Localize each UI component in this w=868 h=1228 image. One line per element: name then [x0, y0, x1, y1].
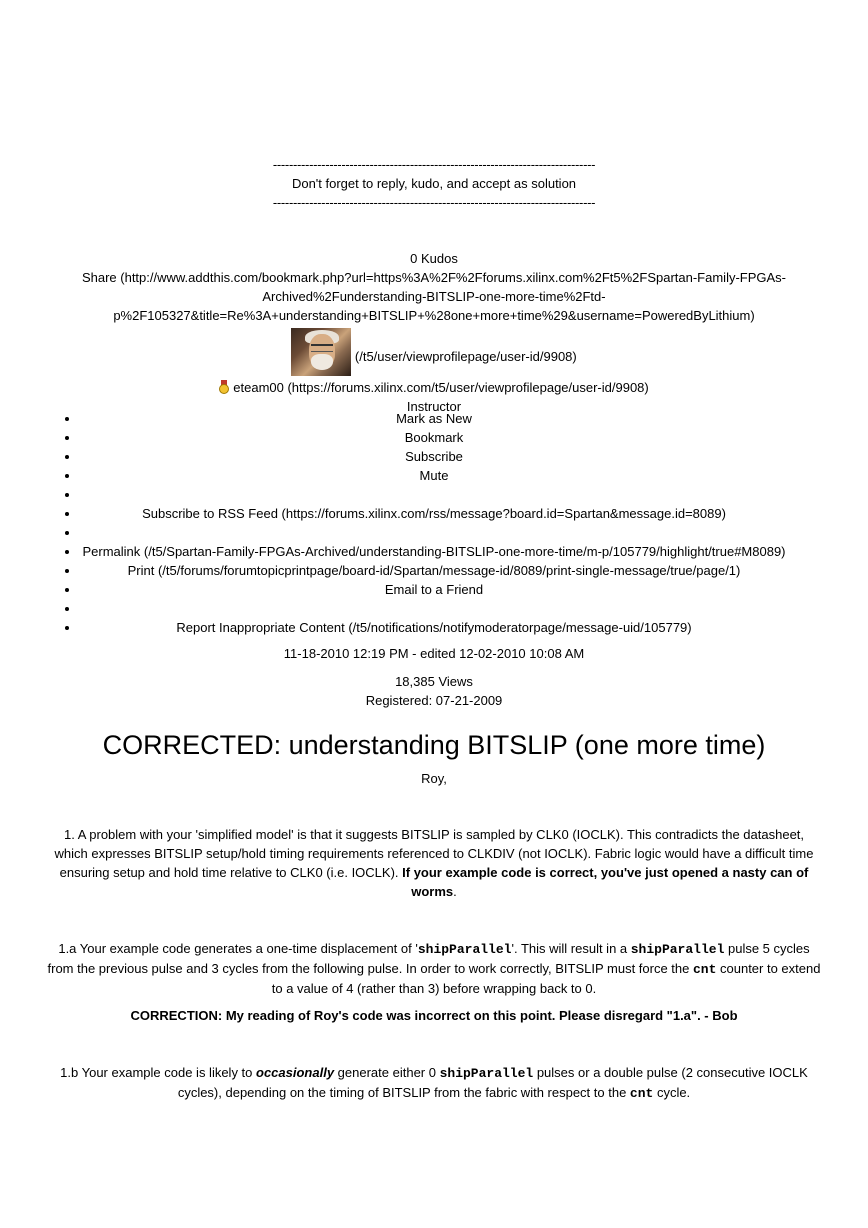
post-meta — [46, 249, 822, 416]
menu-item-print[interactable]: Print (/t5/forums/forumtopicprintpage/board-id/Spartan/message-id/8089/print-single-message/true/page/1) — [46, 561, 822, 580]
paragraph-1a — [46, 939, 822, 998]
signature-dashes-top: -------------------------------------------------------------------------------- — [272, 157, 596, 172]
author-link[interactable]: eteam00 (https://forums.xilinx.com/t5/user/viewprofilepage/user-id/9908) — [233, 380, 649, 395]
p1b-emphasis: occasionally — [256, 1065, 335, 1080]
menu-item-mute[interactable]: Mute — [46, 466, 822, 485]
p1a-text-d: counter to extend to a value of 4 (rather than 3) before wrapping back to 0. — [271, 961, 821, 996]
code-shipparallel: shipParallel — [417, 942, 512, 957]
correction-note: CORRECTION: My reading of Roy's code was incorrect on this point. Please disregard "1.a". - Bob — [130, 1008, 738, 1023]
paragraph-1 — [46, 825, 822, 901]
kudos-count[interactable]: 0 Kudos — [410, 251, 458, 266]
menu-item-bookmark[interactable]: Bookmark — [46, 428, 822, 447]
paragraph-1-text: 1. A problem with your 'simplified model' is that it suggests BITSLIP is sampled by CLK0 (IOCLK). This contradicts the datasheet, which expresses BITSLIP setup/hold timing requirements referenced to CLKDIV (not IOCLK). Fabric logic would have a difficult time ensuring setup and hold time relative to CLK0 (i.e. IOCLK). — [54, 827, 814, 880]
author-row — [46, 378, 822, 397]
p1b-text-d: cycle. — [653, 1085, 691, 1100]
menu-item-rss-feed[interactable]: Subscribe to RSS Feed (https://forums.xilinx.com/rss/message?board.id=Spartan&message.id=8089) — [46, 504, 822, 523]
p1b-text-c: pulses or a double pulse (2 consecutive IOCLK cycles), depending on the timing of BITSLIP from the fabric with respect to the — [177, 1065, 808, 1100]
paragraph-1-end: . — [453, 884, 457, 899]
code-shipparallel: shipParallel — [439, 1066, 534, 1081]
post-title: CORRECTED: understanding BITSLIP (one more time) — [102, 730, 766, 760]
registered-date: Registered: 07-21-2009 — [365, 693, 503, 708]
menu-item-blank — [46, 523, 822, 542]
options-menu — [46, 409, 822, 637]
profile-link[interactable]: (/t5/user/viewprofilepage/user-id/9908) — [354, 349, 577, 364]
menu-item-email-friend[interactable]: Email to a Friend — [46, 580, 822, 599]
paragraph-1-bold: If your example code is correct, you've just opened a nasty can of worms — [402, 865, 809, 899]
menu-item-mark-as-new[interactable]: Mark as New — [46, 409, 822, 428]
view-count: 18,385 Views — [395, 674, 473, 689]
post-date: 11-18-2010 12:19 PM - edited 12-02-2010 10:08 AM — [283, 646, 585, 661]
menu-item-blank — [46, 485, 822, 504]
avatar[interactable] — [291, 328, 351, 376]
menu-item-blank — [46, 599, 822, 618]
signature-text: Don't forget to reply, kudo, and accept as solution — [291, 176, 577, 191]
p1b-text-b: generate either 0 — [334, 1065, 440, 1080]
profile-row — [46, 328, 822, 376]
rank-medal-icon — [219, 380, 229, 394]
code-shipparallel: shipParallel — [630, 942, 725, 957]
code-cnt: cnt — [629, 1086, 654, 1101]
code-cnt: cnt — [692, 962, 717, 977]
paragraph-1b — [46, 1063, 822, 1103]
menu-item-permalink[interactable]: Permalink (/t5/Spartan-Family-FPGAs-Archived/understanding-BITSLIP-one-more-time/m-p/105779/highlight/true#M8089) — [46, 542, 822, 561]
p1a-text-b: '. This will result in a — [511, 941, 631, 956]
p1b-text-a: 1.b Your example code is likely to — [60, 1065, 257, 1080]
p1a-text-c: pulse 5 cycles from the previous pulse and 3 cycles from the following pulse. In order to work correctly, BITSLIP must force the — [47, 941, 810, 976]
p1a-text-a: 1.a Your example code generates a one-time displacement of ' — [58, 941, 418, 956]
share-link[interactable]: Share (http://www.addthis.com/bookmark.php?url=https%3A%2F%2Fforums.xilinx.com%2Ft5%2FSpartan-Family-FPGAs-Archived%2Funderstanding-BITSLIP-one-more-time%2Ftd-p%2F105327&title=Re%3A+understanding+BITSLIP+%28one+more+time%29&username=PoweredByLithium) — [81, 270, 787, 323]
author-rank: Instructor — [406, 399, 462, 414]
menu-item-report-content[interactable]: Report Inappropriate Content (/t5/notifications/notifymoderatorpage/message-uid/105779) — [46, 618, 822, 637]
greeting: Roy, — [421, 771, 447, 786]
signature-dashes-bottom: -------------------------------------------------------------------------------- — [272, 195, 596, 210]
menu-item-subscribe[interactable]: Subscribe — [46, 447, 822, 466]
